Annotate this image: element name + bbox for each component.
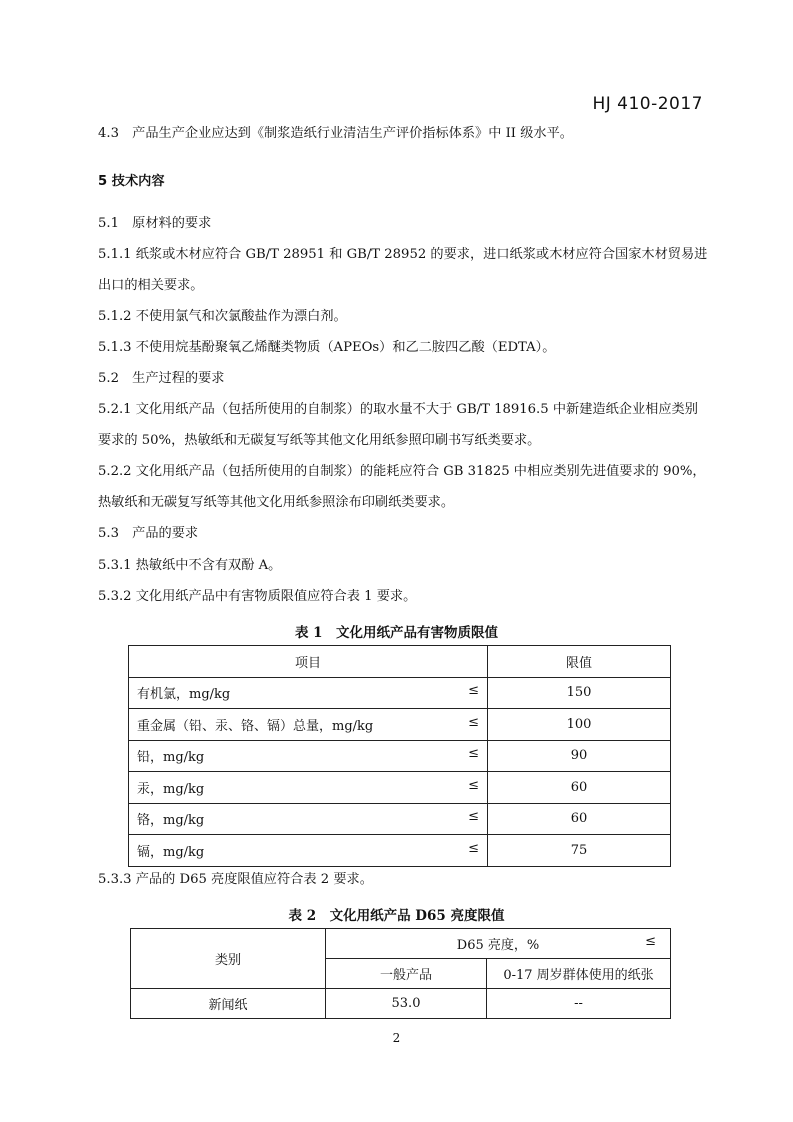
clause-5-3-2: 5.3.2 文化用纸产品中有害物质限值应符合表 1 要求。 <box>98 589 417 604</box>
le-sign: ≤ <box>468 746 479 762</box>
clause-5-2: 5.2 生产过程的要求 <box>98 371 225 386</box>
clause-5-3-3: 5.3.3 产品的 D65 亮度限值应符合表 2 要求。 <box>98 872 373 887</box>
clause-5-3: 5.3 产品的要求 <box>98 526 199 541</box>
table-row <box>129 709 671 741</box>
le-sign: ≤ <box>468 840 479 856</box>
table-row <box>129 835 671 867</box>
table2-group-label: D65 亮度，% <box>456 938 540 953</box>
table1 <box>128 645 671 867</box>
table1-item-cell <box>129 740 488 772</box>
le-sign: ≤ <box>468 809 479 825</box>
table2-subheader-general: 一般产品 <box>326 959 487 989</box>
table-row <box>131 989 671 1019</box>
table2-category-cell: 新闻纸 <box>131 989 326 1019</box>
item-name: 铬，mg/kg <box>137 813 205 829</box>
table2-caption: 表 2 文化用纸产品 D65 亮度限值 <box>288 908 505 924</box>
table1-item-cell <box>129 677 488 709</box>
table2-youth-cell: -- <box>487 989 671 1019</box>
table1-item-cell <box>129 835 488 867</box>
table1-header-limit: 限值 <box>488 646 671 678</box>
table1-item-cell <box>129 772 488 804</box>
table2-header-category: 类别 <box>131 929 326 989</box>
table1-header-row <box>129 646 671 678</box>
clause-5-1-1-cont: 出口的相关要求。 <box>98 278 204 293</box>
table2-general-cell: 53.0 <box>326 989 487 1019</box>
table-row <box>129 677 671 709</box>
clause-5-1-1: 5.1.1 纸浆或木材应符合 GB/T 28951 和 GB/T 28952 的要求，进口纸浆或木材应符合国家木材贸易进 <box>98 247 708 262</box>
clause-5-2-1-cont: 要求的 50%，热敏纸和无碳复写纸等其他文化用纸参照印刷书写纸类要求。 <box>98 433 541 448</box>
le-sign: ≤ <box>645 934 656 949</box>
table1-value-cell: 60 <box>488 803 671 835</box>
table2-header-group <box>326 929 671 959</box>
table1-item-cell <box>129 803 488 835</box>
table1-value-cell: 75 <box>488 835 671 867</box>
clause-5-2-1: 5.2.1 文化用纸产品（包括所使用的自制浆）的取水量不大于 GB/T 18916.5 中新建造纸企业相应类别 <box>98 402 698 417</box>
table2 <box>130 928 671 1019</box>
table1-value-cell: 90 <box>488 740 671 772</box>
table2-header-row <box>131 929 671 959</box>
table1-value-cell: 100 <box>488 709 671 741</box>
table1-value-cell: 60 <box>488 772 671 804</box>
table1-value-cell: 150 <box>488 677 671 709</box>
le-sign: ≤ <box>468 777 479 793</box>
item-name: 重金属（铅、汞、铬、镉）总量，mg/kg <box>137 718 374 734</box>
table1-caption: 表 1 文化用纸产品有害物质限值 <box>294 625 499 641</box>
table2-subheader-youth: 0-17 周岁群体使用的纸张 <box>487 959 671 989</box>
table-row <box>129 772 671 804</box>
clause-4-3: 4.3 产品生产企业应达到《制浆造纸行业清洁生产评价指标体系》中 II 级水平。 <box>98 126 573 141</box>
item-name: 镉，mg/kg <box>137 844 205 860</box>
clause-5-2-2: 5.2.2 文化用纸产品（包括所使用的自制浆）的能耗应符合 GB 31825 中相应类别先进值要求的 90%， <box>98 464 706 479</box>
clause-5-1-3: 5.1.3 不使用烷基酚聚氧乙烯醚类物质（APEOs）和乙二胺四乙酸（EDTA）。 <box>98 340 556 355</box>
section-5-heading: 5 技术内容 <box>98 174 165 189</box>
table1-item-cell <box>129 709 488 741</box>
le-sign: ≤ <box>468 683 479 699</box>
item-name: 铅，mg/kg <box>137 750 205 766</box>
page-number: 2 <box>392 1031 401 1045</box>
le-sign: ≤ <box>468 714 479 730</box>
table-row <box>129 803 671 835</box>
item-name: 汞，mg/kg <box>137 781 205 797</box>
clause-5-1: 5.1 原材料的要求 <box>98 216 212 231</box>
clause-5-2-2-cont: 热敏纸和无碳复写纸等其他文化用纸参照涂布印刷纸类要求。 <box>98 495 455 510</box>
clause-5-3-1: 5.3.1 热敏纸中不含有双酚 A。 <box>98 558 282 573</box>
standard-code: HJ 410-2017 <box>592 94 703 114</box>
item-name: 有机氯，mg/kg <box>137 687 231 703</box>
table-row <box>129 740 671 772</box>
table1-header-item: 项目 <box>129 646 488 678</box>
clause-5-1-2: 5.1.2 不使用氯气和次氯酸盐作为漂白剂。 <box>98 309 347 324</box>
